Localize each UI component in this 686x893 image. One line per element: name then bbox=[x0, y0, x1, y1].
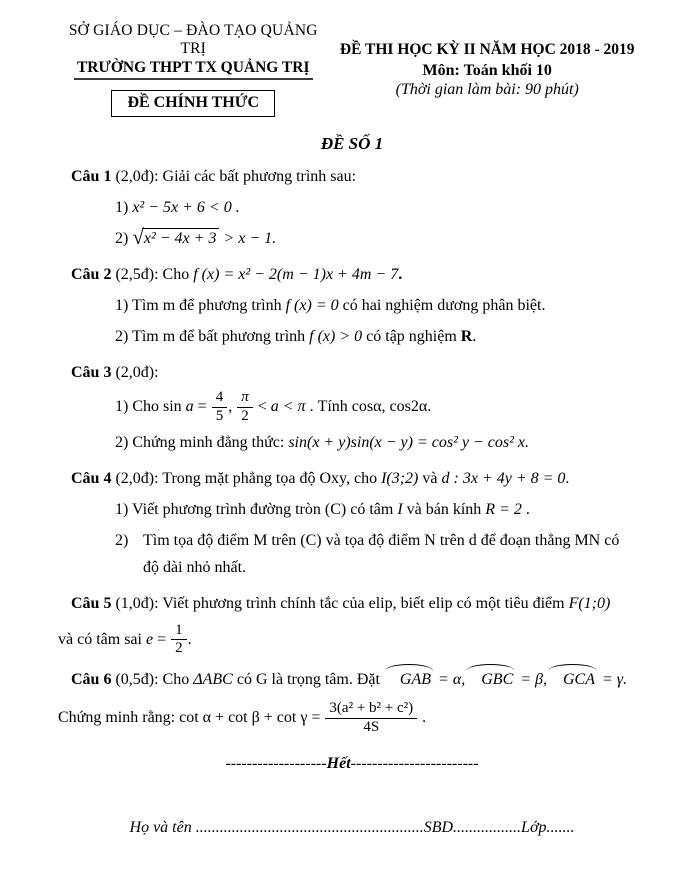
numerator: 3(a² + b² + c²) bbox=[325, 701, 417, 719]
period: . bbox=[398, 266, 403, 283]
question-4-item-1 bbox=[115, 496, 646, 523]
question-6-text: có G là trọng tâm. Đặt bbox=[232, 671, 384, 688]
question-3-text: (2,0đ): bbox=[111, 364, 159, 381]
sqrt-radical bbox=[132, 225, 219, 252]
denominator: 5 bbox=[215, 407, 224, 424]
exam-duration: (Thời gian làm bài: 90 phút) bbox=[395, 81, 579, 98]
question-6-text: (0,5đ): Cho bbox=[111, 671, 194, 688]
school-name-row bbox=[58, 58, 328, 80]
end-label: Hết bbox=[326, 754, 351, 772]
set-symbol: R bbox=[460, 328, 473, 345]
less-than: < bbox=[253, 397, 271, 415]
department-name: SỞ GIÁO DỤC – ĐÀO TẠO QUẢNG TRỊ bbox=[68, 22, 318, 57]
radius-R: R = 2 bbox=[485, 500, 522, 518]
question-2 bbox=[58, 261, 646, 350]
question-1-heading bbox=[58, 163, 646, 190]
question-2-item-2 bbox=[115, 323, 646, 350]
math-expression: f (x) = 0 bbox=[285, 297, 339, 314]
fraction-1-2 bbox=[170, 623, 188, 658]
question-4-text: (2,0đ): Trong mặt phẳng tọa độ Oxy, cho bbox=[111, 469, 382, 487]
period: . bbox=[472, 328, 477, 345]
question-5-text: (1,0đ): Viết phương trình chính tắc của elip, biết elip có một tiêu điểm bbox=[111, 594, 569, 612]
question-4-heading bbox=[58, 465, 646, 492]
question-1-item-2 bbox=[115, 225, 646, 252]
equals: = bbox=[193, 397, 211, 415]
denominator: 2 bbox=[175, 640, 183, 657]
fraction-pi-2 bbox=[236, 390, 254, 425]
question-6-line-2 bbox=[58, 701, 646, 736]
item-text: . Tính cosα, cos2α. bbox=[305, 397, 432, 415]
equals-gamma: = γ. bbox=[598, 671, 628, 688]
question-3-item-1 bbox=[115, 390, 646, 425]
angle-GAB: GAB bbox=[384, 666, 434, 693]
radicand: x² − 4x + 3 bbox=[142, 228, 220, 247]
math-expression: x² − 5x + 6 < 0 . bbox=[132, 199, 240, 216]
focus-F: F(1;0) bbox=[568, 594, 611, 612]
period: . bbox=[565, 469, 570, 487]
question-3-heading bbox=[58, 359, 646, 386]
less-than-pi: < π bbox=[278, 397, 306, 415]
question-2-item-1 bbox=[115, 292, 646, 319]
exam-title: ĐỀ THI HỌC KỲ II NĂM HỌC 2018 - 2019 bbox=[339, 41, 635, 58]
official-box-row bbox=[58, 80, 328, 117]
math-expression: f (x) = x² − 2(m − 1)x + 4m − 7 bbox=[193, 266, 399, 283]
variable-a: a bbox=[270, 397, 279, 415]
item-text: 1) Tìm m để phương trình bbox=[115, 297, 286, 314]
school-name: TRƯỜNG THPT TX QUẢNG TRỊ bbox=[74, 59, 313, 80]
math-expression: cot α + cot β + cot γ = bbox=[179, 708, 325, 726]
official-exam-box: ĐỀ CHÍNH THỨC bbox=[111, 90, 275, 117]
numerator: 1 bbox=[171, 623, 187, 641]
question-3-item-2 bbox=[115, 429, 646, 456]
angle-GCA: GCA bbox=[547, 666, 598, 693]
eccentricity-e: e bbox=[145, 630, 154, 648]
question-5-line-2 bbox=[58, 623, 646, 658]
item-marker: 2) bbox=[115, 230, 133, 247]
question-4-item-2 bbox=[115, 527, 646, 581]
period: . bbox=[521, 500, 530, 518]
dash-left: ------------------- bbox=[225, 754, 327, 772]
question-1-item-1 bbox=[115, 194, 646, 221]
item-text: 1) Viết phương trình đường tròn (C) có tâm bbox=[115, 500, 398, 518]
question-2-heading bbox=[58, 261, 646, 288]
line-text: Chứng minh rằng: bbox=[58, 708, 180, 726]
item-marker: 2) bbox=[115, 531, 129, 549]
item-text: 2) Chứng minh đẳng thức: bbox=[115, 433, 289, 451]
question-3 bbox=[58, 359, 646, 456]
question-1-text: (2,0đ): Giải các bất phương trình sau: bbox=[111, 168, 357, 185]
comma: , bbox=[228, 397, 237, 415]
question-2-text: (2,5đ): Cho bbox=[111, 266, 194, 283]
period: . bbox=[418, 708, 427, 726]
page-header bbox=[58, 22, 646, 117]
math-expression: > x − 1. bbox=[219, 230, 277, 247]
question-1-label: Câu 1 bbox=[71, 168, 112, 185]
question-5-label: Câu 5 bbox=[71, 594, 112, 612]
question-2-label: Câu 2 bbox=[71, 266, 112, 283]
equals-alpha: = α, bbox=[434, 671, 466, 688]
question-5 bbox=[58, 590, 646, 658]
exam-subject: Môn: Toán khối 10 bbox=[422, 62, 552, 79]
fraction-4-5 bbox=[211, 390, 229, 425]
header-right bbox=[328, 22, 646, 117]
angle-GBC: GBC bbox=[465, 666, 516, 693]
question-4-label: Câu 4 bbox=[71, 469, 112, 487]
variable-I: I bbox=[397, 500, 403, 518]
question-4 bbox=[58, 465, 646, 581]
question-3-label: Câu 3 bbox=[71, 364, 112, 381]
denominator: 2 bbox=[241, 407, 249, 424]
line-text: và có tâm sai bbox=[58, 630, 146, 648]
question-4-text: và bbox=[418, 469, 442, 487]
paper-title: ĐỀ SỐ 1 bbox=[320, 134, 384, 153]
triangle-ABC: ΔABC bbox=[193, 671, 233, 688]
item-text: có hai nghiệm dương phân biệt. bbox=[338, 297, 546, 314]
item-text-line1: Tìm tọa độ điểm M trên (C) và tọa độ điểm N trên d để đoạn thẳng MN có bbox=[143, 531, 620, 549]
math-expression: sin(x + y)sin(x − y) = cos² y − cos² x. bbox=[288, 433, 530, 451]
item-marker: 1) bbox=[115, 199, 133, 216]
numerator: 4 bbox=[212, 390, 228, 408]
question-6-label: Câu 6 bbox=[71, 671, 112, 688]
radical-sign-icon: √ bbox=[132, 225, 144, 249]
question-5-heading bbox=[58, 590, 646, 617]
fraction-formula bbox=[324, 701, 418, 736]
variable-a: a bbox=[185, 397, 194, 415]
math-expression: f (x) > 0 bbox=[309, 328, 363, 345]
header-left bbox=[58, 22, 328, 117]
item-text: 1) Cho sin bbox=[115, 397, 186, 415]
equals-beta: = β, bbox=[516, 671, 547, 688]
line-d-equation: d : 3x + 4y + 8 = 0 bbox=[441, 469, 566, 487]
item-text-line2: độ dài nhỏ nhất. bbox=[143, 558, 247, 576]
item-text-block bbox=[143, 527, 619, 581]
question-6 bbox=[58, 666, 646, 736]
question-1 bbox=[58, 163, 646, 252]
item-text: và bán kính bbox=[402, 500, 486, 518]
equals: = bbox=[153, 630, 171, 648]
period: . bbox=[187, 630, 192, 648]
question-6-heading bbox=[58, 666, 646, 693]
student-info-line: Họ và tên .........................................................SBD.................Lớp....... bbox=[129, 818, 575, 836]
denominator: 4S bbox=[363, 718, 380, 735]
end-of-exam-line bbox=[58, 750, 646, 777]
item-text: có tập nghiệm bbox=[362, 328, 461, 345]
numerator: π bbox=[237, 390, 253, 408]
dash-right: ------------------------ bbox=[350, 754, 479, 772]
point-I: I(3;2) bbox=[381, 469, 419, 487]
item-text: 2) Tìm m để bất phương trình bbox=[115, 328, 310, 345]
